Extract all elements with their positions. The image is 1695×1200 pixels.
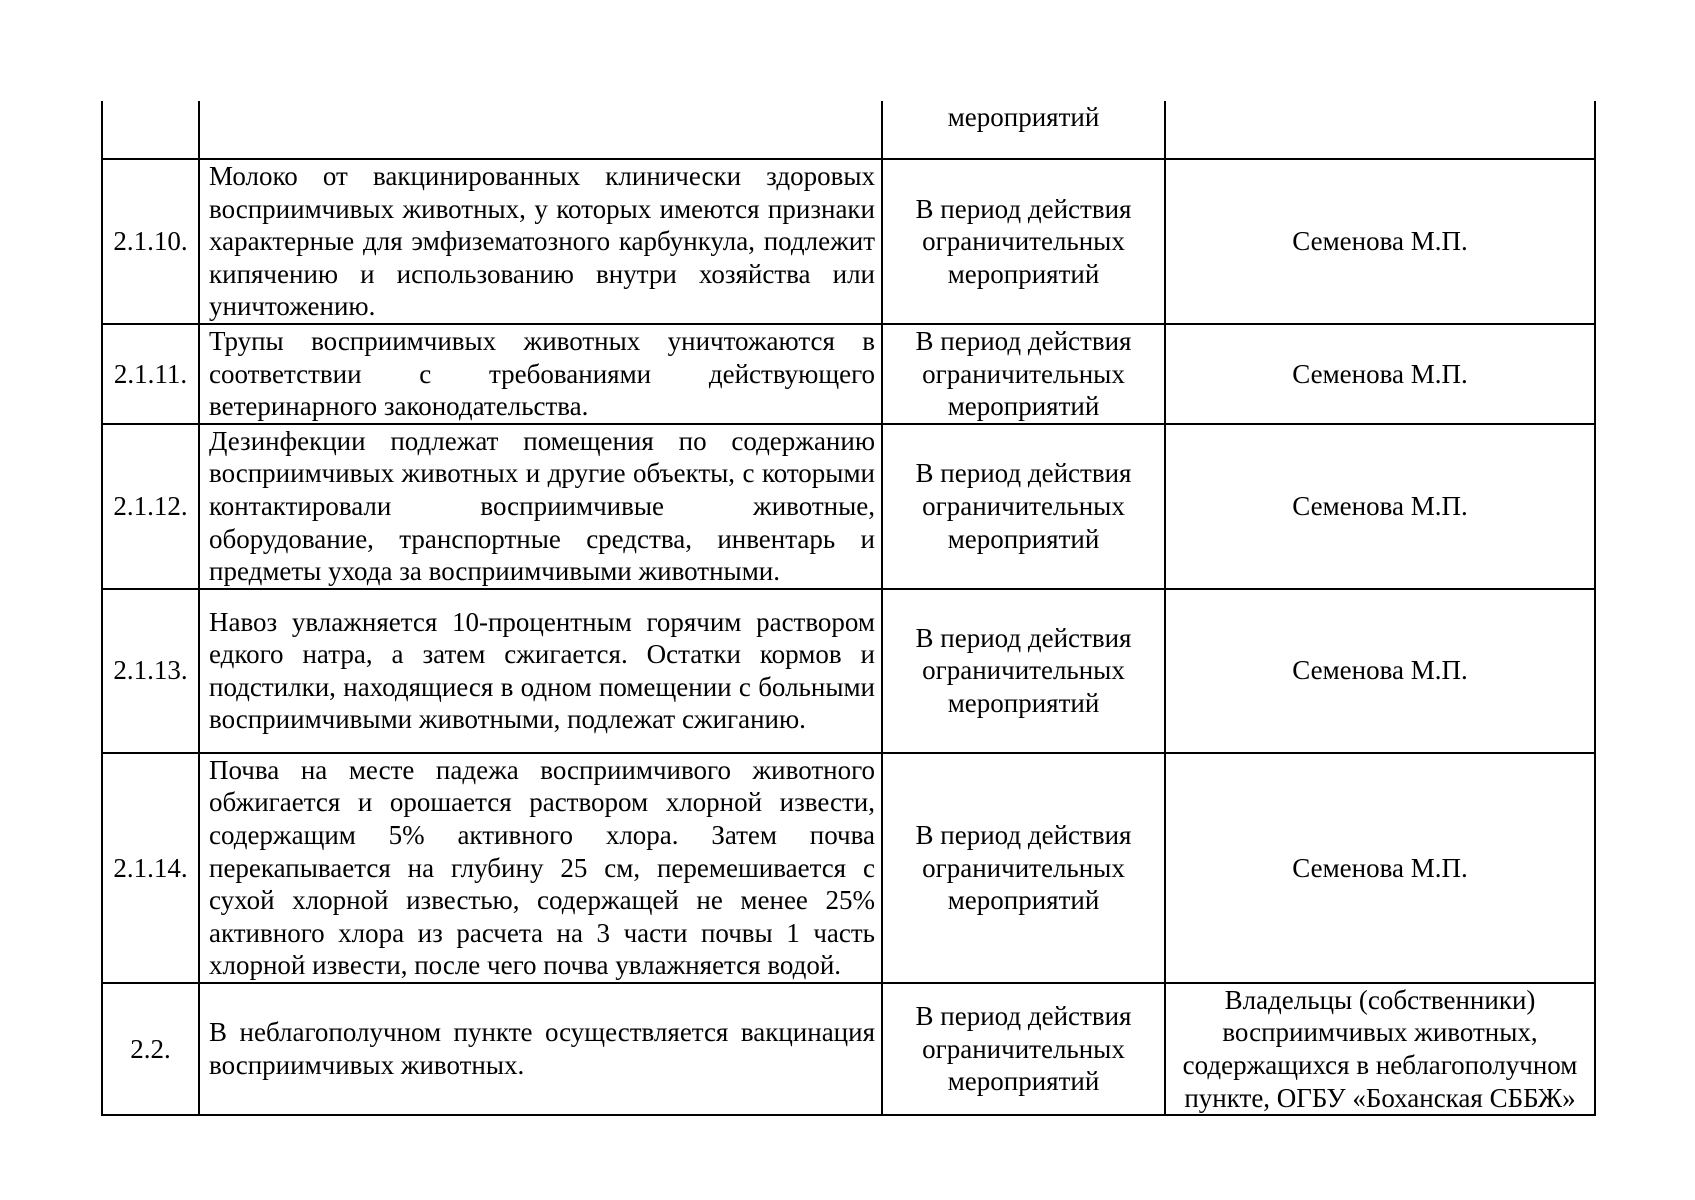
row-responsible: Семенова М.П.: [1165, 159, 1595, 324]
table-row: [102, 753, 1595, 983]
row-responsible: Владельцы (собственники) восприимчивых животных, содержащихся в неблагополучном пункте, ОГБУ «Боханская СББЖ»: [1165, 983, 1595, 1115]
row-period: В период действия ограничительных мероприятий: [882, 424, 1165, 589]
row-period: В период действия ограничительных мероприятий: [882, 589, 1165, 753]
table-row: [102, 589, 1595, 753]
row-number: 2.1.12.: [102, 424, 199, 589]
row-description: В неблагополучном пункте осуществляется вакцинация восприимчивых животных.: [199, 983, 882, 1115]
row-description: Навоз увлажняется 10-процентным горячим раствором едкого натра, а затем сжигается. Остатки кормов и подстилки, находящиеся в одном помещении с больными восприимчивыми животными, подлежат сжиганию.: [199, 589, 882, 753]
row-period: мероприятий: [947, 102, 1100, 132]
table-row: [102, 983, 1595, 1115]
row-responsible: Семенова М.П.: [1165, 424, 1595, 589]
row-description: Дезинфекции подлежат помещения по содержанию восприимчивых животных и другие объекты, с которыми контактировали восприимчивые животные, оборудование, транспортные средства, инвентарь и предметы ухода за восприимчивыми животными.: [199, 424, 882, 589]
row-responsible-cell: [1165, 101, 1595, 159]
row-description: Молоко от вакцинированных клинически здоровых восприимчивых животных, у которых имеются признаки характерные для эмфизематозного карбункула, подлежит кипячению и использованию внутри хозяйства или уничтожению.: [199, 159, 882, 324]
row-responsible: Семенова М.П.: [1165, 324, 1595, 424]
row-number: 2.2.: [102, 983, 199, 1115]
row-number: 2.1.14.: [102, 753, 199, 983]
row-period: В период действия ограничительных мероприятий: [882, 324, 1165, 424]
row-number-cell: [102, 101, 199, 159]
row-responsible: Семенова М.П.: [1165, 753, 1595, 983]
row-period: В период действия ограничительных мероприятий: [882, 753, 1165, 983]
row-number: 2.1.11.: [102, 324, 199, 424]
row-period-cell: [882, 101, 1165, 159]
table-row-continued: [102, 101, 1595, 159]
row-description-cell: [199, 101, 882, 159]
row-period: В период действия ограничительных мероприятий: [882, 983, 1165, 1115]
table-row: [102, 159, 1595, 324]
table-row: [102, 324, 1595, 424]
row-description: Трупы восприимчивых животных уничтожаются в соответствии с требованиями действующего ветеринарного законодательства.: [199, 324, 882, 424]
table-row: [102, 424, 1595, 589]
row-responsible: Семенова М.П.: [1165, 589, 1595, 753]
row-period: В период действия ограничительных мероприятий: [882, 159, 1165, 324]
measures-table: [101, 101, 1596, 1116]
row-number: 2.1.10.: [102, 159, 199, 324]
row-number: 2.1.13.: [102, 589, 199, 753]
row-description: Почва на месте падежа восприимчивого животного обжигается и орошается раствором хлорной извести, содержащим 5% активного хлора. Затем почва перекапывается на глубину 25 см, перемешивается с сухой хлорной известью, содержащей не менее 25% активного хлора из расчета на 3 части почвы 1 часть хлорной извести, после чего почва увлажняется водой.: [199, 753, 882, 983]
